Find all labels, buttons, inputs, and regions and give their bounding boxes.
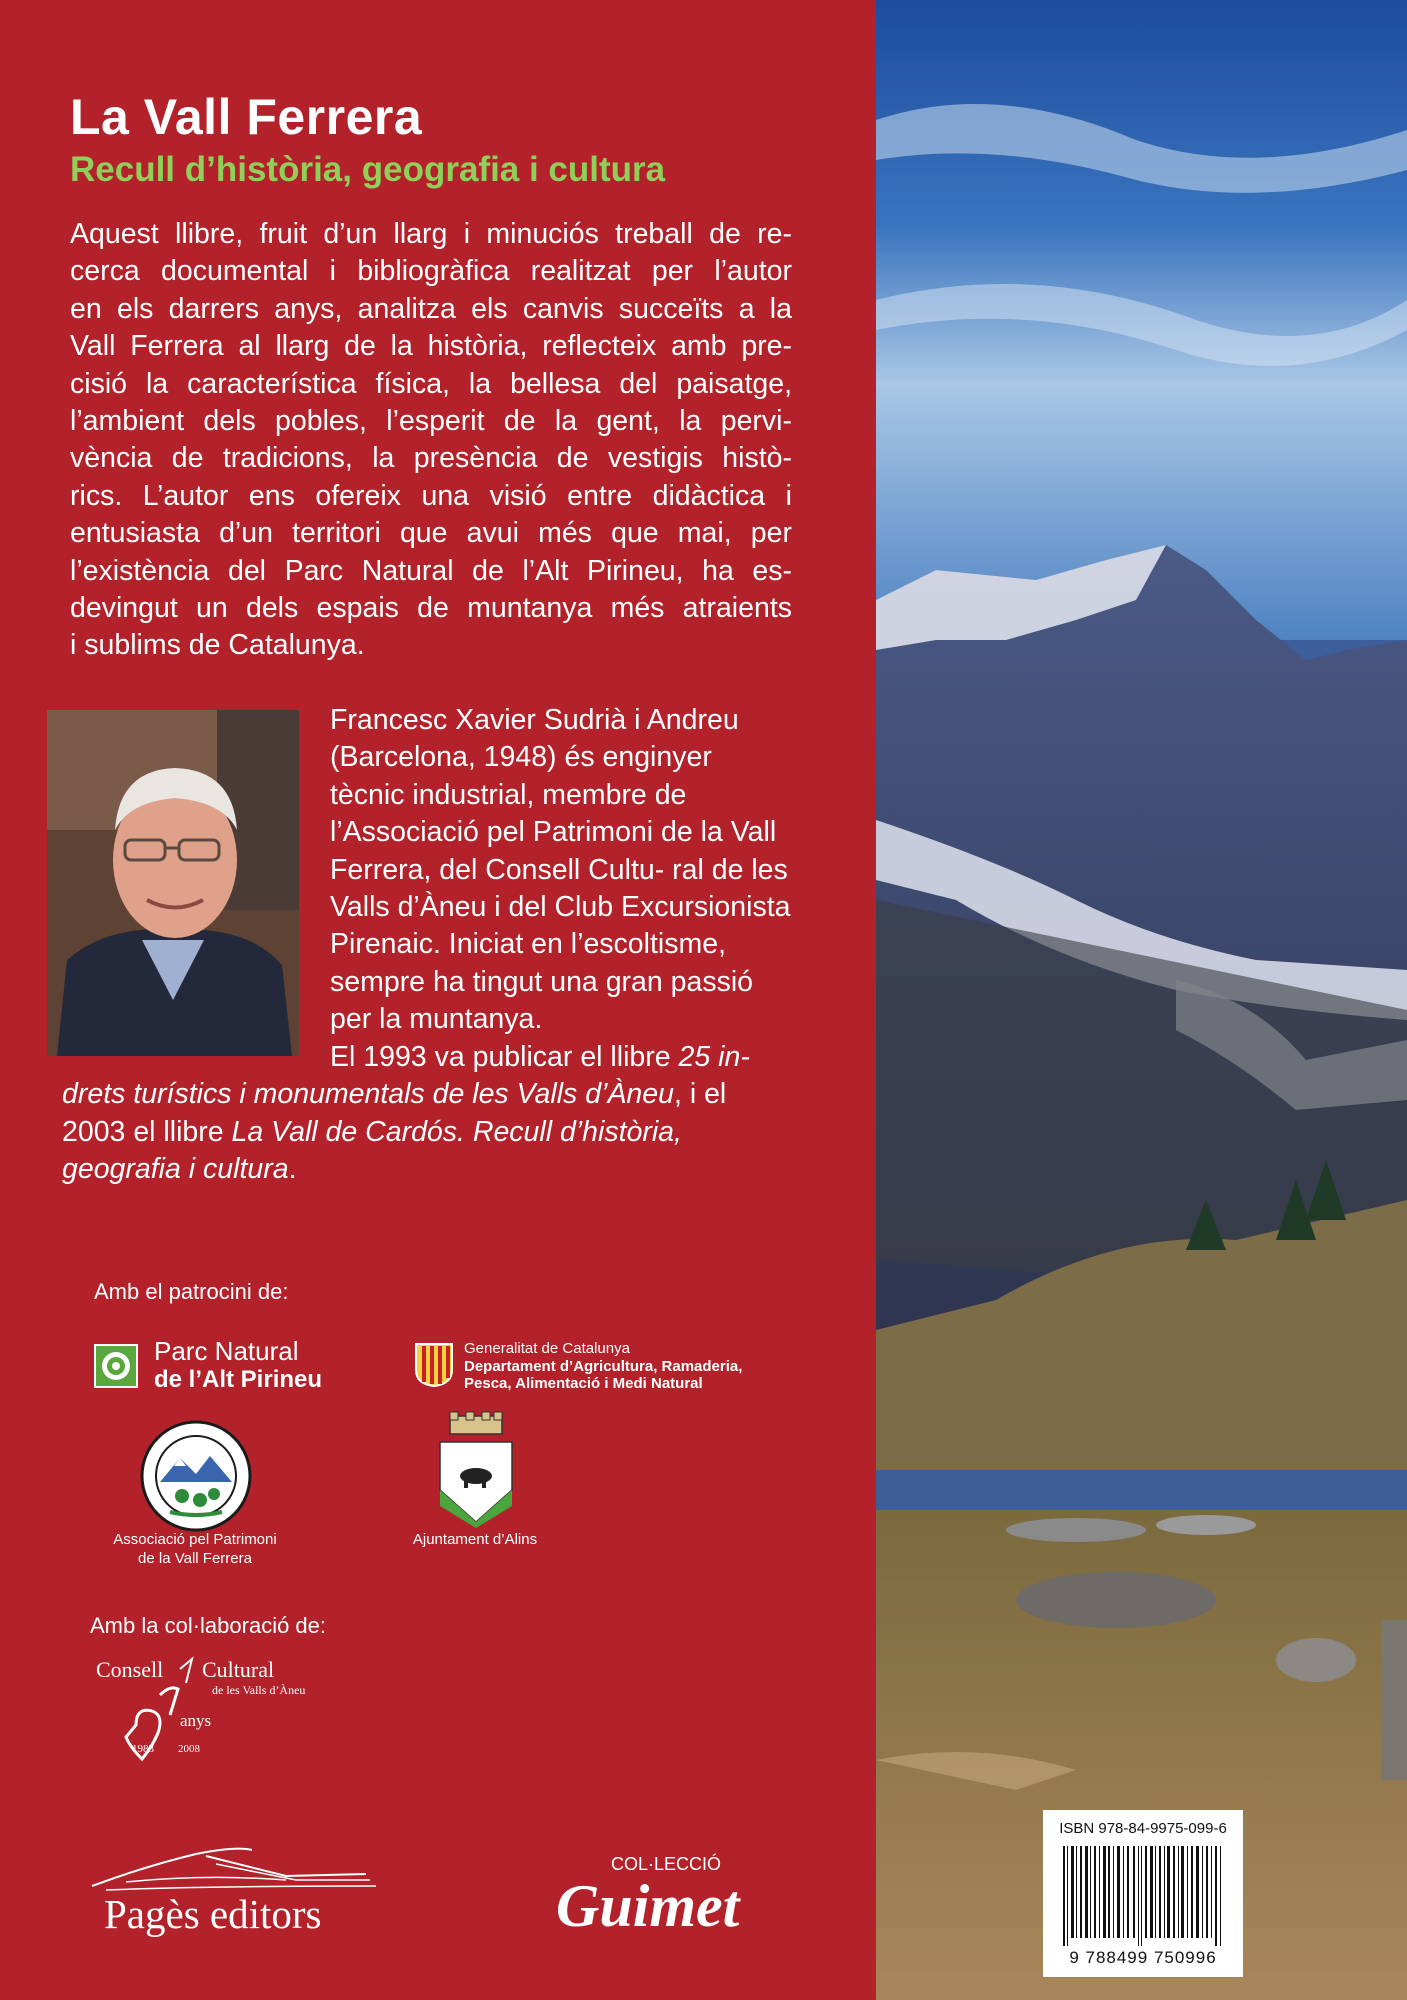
description-line: l’ambient dels pobles, l’esperit de la gent, la pervi-	[70, 405, 792, 438]
ajuntament-alins-name: Ajuntament d’Alins	[412, 1531, 538, 1548]
book-subtitle: Recull d’història, geografia i cultura	[70, 150, 666, 189]
ajuntament-alins-shield-icon	[436, 1410, 516, 1530]
description-line: i sublims de Catalunya.	[70, 629, 365, 662]
consell-cultural-logo	[96, 1655, 336, 1775]
book-title: La Vall Ferrera	[70, 89, 423, 145]
consell-subtitle: de les Valls d’Àneu	[212, 1683, 306, 1697]
parc-natural-name: Parc Natural	[154, 1336, 299, 1366]
bio-italic: 25 in-	[678, 1041, 750, 1073]
bio-line: ral de les Valls d’Àneu i del Club	[330, 853, 788, 924]
description-line: devingut un dels espais de muntanya més atraients	[70, 592, 792, 625]
barcode-digits: 9 788499 750996	[1069, 1948, 1217, 1967]
associacio-patrimoni-name	[90, 1530, 300, 1568]
bio-line: (Barcelona, 1948) és enginyer	[330, 741, 712, 774]
description-line: en els darrers anys, analitza els canvis succeïts a la	[70, 292, 792, 325]
consell-word1: Consell	[96, 1657, 164, 1682]
associacio-patrimoni-logo-icon	[140, 1420, 252, 1532]
sponsors-heading: Amb el patrocini de:	[94, 1279, 289, 1304]
bio-text: , i	[673, 1078, 697, 1111]
bio-line	[62, 1153, 296, 1185]
parc-natural-name-bold: de l’Alt Pirineu	[154, 1366, 323, 1393]
bio-italic: drets turístics i monumentals de les Valls d’Àneu	[62, 1078, 674, 1111]
bio-italic: La Vall de Cardós. Recull d’història,	[231, 1115, 682, 1148]
author-photo	[47, 710, 299, 1056]
author-bio-bottom	[62, 1039, 792, 1189]
description-line: l’existència del Parc Natural de l’Alt Pirineu, ha es-	[70, 554, 792, 587]
bio-line: l’Associació pel Patrimoni de la	[330, 816, 723, 849]
generalitat-name: Generalitat de Catalunya	[464, 1340, 630, 1357]
bio-line: l’escoltisme, sempre ha tingut	[330, 928, 727, 998]
description-line: vència de tradicions, la presència de vestigis histò-	[70, 442, 792, 475]
bio-line	[62, 1078, 696, 1110]
associacio-line: de la Vall Ferrera	[138, 1550, 252, 1567]
generalitat-department-line: Pesca, Alimentació i Medi Natural	[464, 1375, 703, 1392]
author-bio-right	[330, 702, 792, 1039]
bio-line: una gran passió per la muntanya.	[330, 965, 754, 1036]
generalitat-department-line: Departament d’Agricultura, Ramaderia,	[464, 1358, 743, 1375]
consell-anys: anys	[180, 1711, 212, 1730]
bio-text: El 1993 va publicar el llibre	[330, 1041, 671, 1073]
associacio-line: Associació pel Patrimoni	[113, 1531, 277, 1548]
bio-line	[62, 1041, 750, 1073]
collection-label: COL·LECCIÓ	[611, 1854, 722, 1874]
description-line: Aquest llibre, fruit d’un llarg i minuciós treball de re-	[70, 218, 792, 250]
barcode-icon	[1063, 1846, 1223, 1946]
parc-natural-logo-icon	[94, 1344, 138, 1388]
bio-italic: geografia i cultura	[62, 1153, 289, 1186]
description-line: entusiasta d’un territori que avui més que mai, per	[70, 517, 792, 550]
publisher-name: Pagès editors	[104, 1891, 322, 1937]
bio-line: Francesc Xavier Sudrià i Andreu	[330, 704, 739, 736]
generalitat-logo-icon	[414, 1342, 454, 1388]
bio-line: Vall Ferrera, del Consell Cultu-	[330, 816, 777, 886]
consell-word2: Cultural	[202, 1657, 275, 1682]
description-line: cisió la característica física, la bellesa del paisatge,	[70, 367, 792, 400]
bio-text: .	[288, 1153, 297, 1186]
description-line: cerca documental i bibliogràfica realitzat per l’autor	[70, 255, 792, 288]
consell-year-end: 2008	[178, 1743, 200, 1755]
consell-year-start: 1983	[132, 1743, 154, 1755]
isbn-barcode-box	[1043, 1810, 1243, 1977]
bio-text: el 2003 el llibre	[62, 1078, 727, 1148]
collection-name: Guimet	[556, 1873, 740, 1939]
collaboration-heading: Amb la col·laboració de:	[90, 1613, 327, 1638]
bio-line: tècnic industrial, membre de	[330, 778, 687, 811]
generalitat-department	[464, 1358, 794, 1392]
book-description	[70, 216, 792, 665]
description-line: Vall Ferrera al llarg de la història, reflecteix amb pre-	[70, 330, 792, 363]
description-line: rics. L’autor ens ofereix una visió entre didàctica i	[70, 479, 792, 512]
bio-line: Excursionista Pirenaic. Iniciat en	[330, 891, 791, 961]
isbn-label: ISBN 978-84-9975-099-6	[1059, 1820, 1227, 1837]
mountain-landscape-photo	[876, 0, 1407, 2000]
